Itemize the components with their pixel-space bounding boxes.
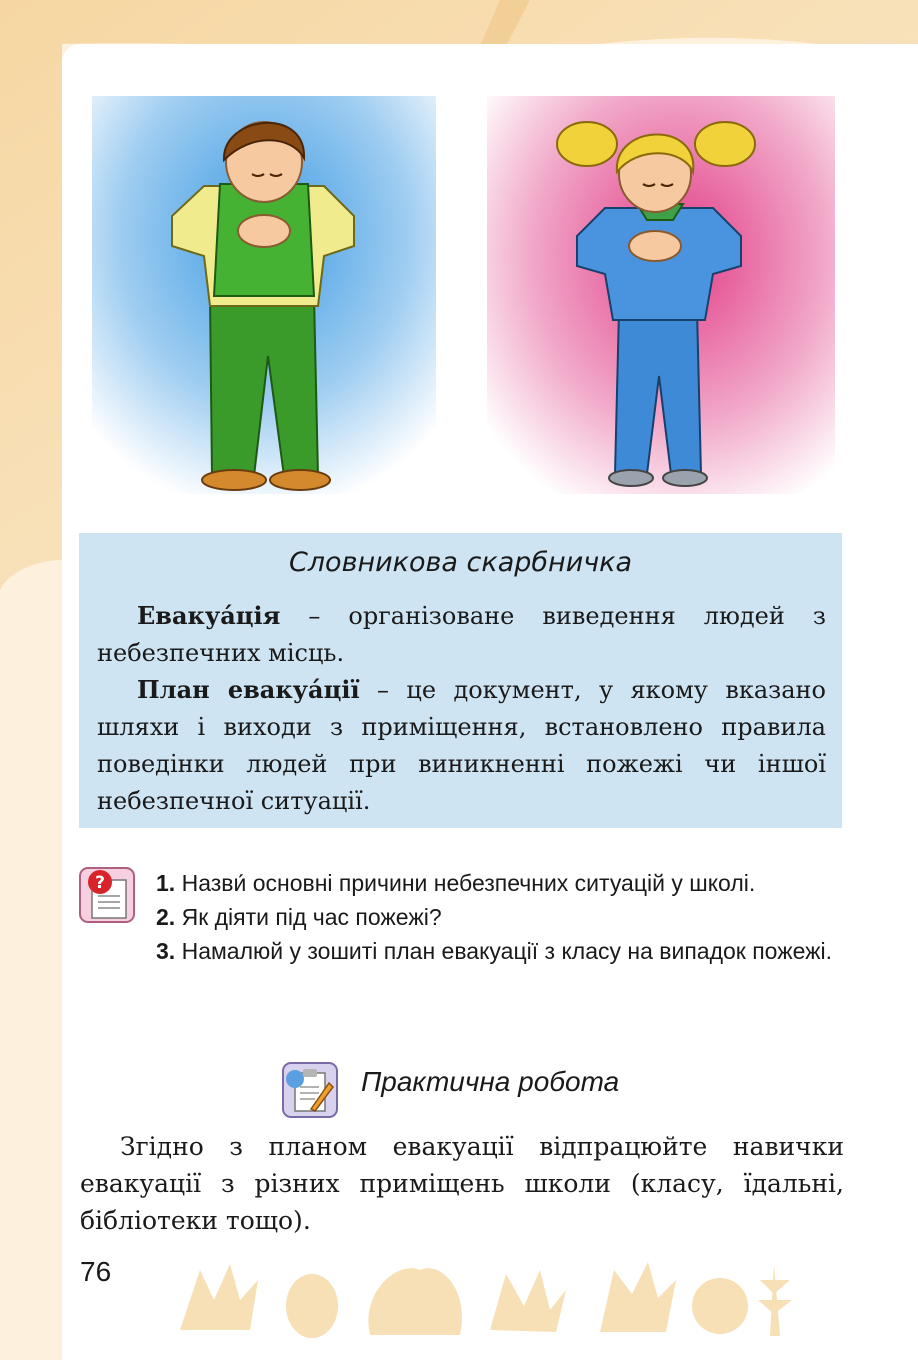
vocabulary-term: Евакуа́ція [137, 601, 281, 630]
boy-illustration [92, 96, 436, 494]
page-number: 76 [80, 1256, 112, 1287]
question-text: Як діяти під час пожежі? [175, 904, 442, 930]
vocabulary-box [79, 533, 842, 828]
vocabulary-definition: – організоване виведення людей з небезпечних місць. [97, 602, 826, 667]
question-number: 3. [156, 938, 176, 964]
clipboard-pencil-icon [281, 1061, 339, 1119]
girl-illustration [487, 96, 835, 494]
question-text: Назви́ основні причини небезпечних ситуацій у школі. [175, 870, 756, 896]
question-number: 1. [156, 870, 176, 896]
svg-text:?: ? [95, 873, 105, 893]
vocabulary-entry [97, 597, 826, 672]
questions-list [156, 866, 846, 968]
question-item [156, 900, 846, 934]
vocabulary-title: Словникова скарбничка [288, 547, 633, 578]
vocabulary-entry [97, 671, 826, 820]
question-sheet-icon [78, 866, 136, 924]
vocabulary-term: План евакуа́ції [137, 675, 360, 704]
question-text: Намалюй у зошиті план евакуації з класу на випадок пожежі. [175, 938, 833, 964]
question-item [156, 934, 846, 968]
question-item [156, 866, 846, 900]
vocabulary-definition: – це документ, у якому вказано шляхи і виходи з приміщення, встановлено правила поведінки людей при виникненні пожежі чи іншої небезпечної ситуації. [97, 676, 826, 815]
practical-work-text [80, 1128, 844, 1239]
practical-work-title: Практична робота [361, 1066, 620, 1097]
question-number: 2. [156, 904, 176, 930]
decorative-leaves [170, 1250, 810, 1340]
practical-work-body: Згідно з планом евакуації відпрацюйте навички евакуації з різних приміщень школи (класу, їдальні, бібліотеки тощо). [80, 1132, 844, 1235]
